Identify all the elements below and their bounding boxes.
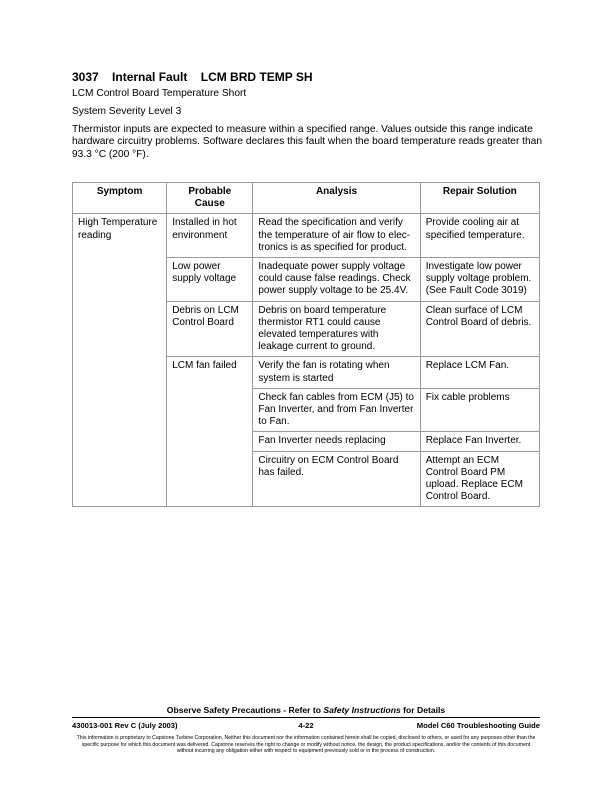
fault-code: 3037 [72,70,99,84]
analysis-cell: Verify the fan is rotating when system is started [253,357,420,388]
analysis-cell: Debris on board temperature thermistor RT1 could cause elevated temperatures with leakage current to ground. [253,301,420,357]
analysis-cell: Fan Inverter needs replacing [253,432,420,451]
cause-cell: Low power supply voltage [167,258,253,302]
cause-cell: Installed in hot environment [167,214,253,258]
guide-title: Model C60 Troubleshooting Guide [416,721,540,730]
fault-subtitle: LCM Control Board Temperature Short [72,88,247,99]
fault-title [72,70,313,84]
safety-prefix: Observe Safety Precautions - Refer to [166,705,324,715]
cause-cell: LCM fan failed [167,357,253,507]
table-header-row [73,183,540,214]
analysis-cell: Inadequate power supply voltage could cause false readings. Check power supply voltage to be 25.4V. [253,258,420,302]
repair-cell: Provide cooling air at specified temperature. [420,214,539,258]
fault-category: Internal Fault [112,70,188,84]
table-row [73,214,540,258]
footer-divider [72,717,540,718]
repair-cell: Attempt an ECM Control Board PM upload. Replace ECM Control Board. [420,451,539,507]
safety-suffix: for Details [400,705,446,715]
symptom-cell: High Temperature reading [73,214,167,507]
header-probable-cause: Probable Cause [167,183,253,214]
repair-cell: Clean surface of LCM Control Board of debris. [420,301,539,357]
header-repair-solution: Repair Solution [420,183,539,214]
analysis-cell: Read the specification and verify the temperature of air flow to elec-tronics is as specified for product. [253,214,420,258]
repair-cell: Fix cable problems [420,388,539,432]
severity-level: System Severity Level 3 [72,106,182,117]
troubleshooting-table [72,182,540,507]
safety-notice [0,705,612,715]
safety-instructions-reference: Safety Instructions [323,705,401,715]
fault-mnemonic: LCM BRD TEMP SH [200,70,313,84]
analysis-cell: Circuitry on ECM Control Board has failed. [253,451,420,507]
cause-cell: Debris on LCM Control Board [167,301,253,357]
header-analysis: Analysis [253,183,420,214]
page-number: 4-22 [298,721,314,730]
proprietary-notice: This information is proprietary to Capstone Turbine Corporation. Neither this document nor the information contained herein shall be copied, disclosed to others, or used for any purposes other than the specific purpose for which this document was delivered. Capstone reserves the right to change or modify without notice, the design, the product specifications, and/or the contents of this document without incurring any obligation either with respect to equipment previously sold or in the process of construction. [76,735,536,755]
header-symptom: Symptom [73,183,167,214]
repair-cell: Replace Fan Inverter. [420,432,539,451]
analysis-cell: Check fan cables from ECM (J5) to Fan Inverter, and from Fan Inverter to Fan. [253,388,420,432]
document-number: 430013-001 Rev C (July 2003) [72,721,178,730]
fault-description: Thermistor inputs are expected to measure within a specified range. Values outside this range indicate hardware circuitry problems. Software declares this fault when the board temperature reads greater than 93.3 °C (200 °F). [72,124,542,160]
repair-cell: Investigate low power supply voltage problem. (See Fault Code 3019) [420,258,539,302]
repair-cell: Replace LCM Fan. [420,357,539,388]
